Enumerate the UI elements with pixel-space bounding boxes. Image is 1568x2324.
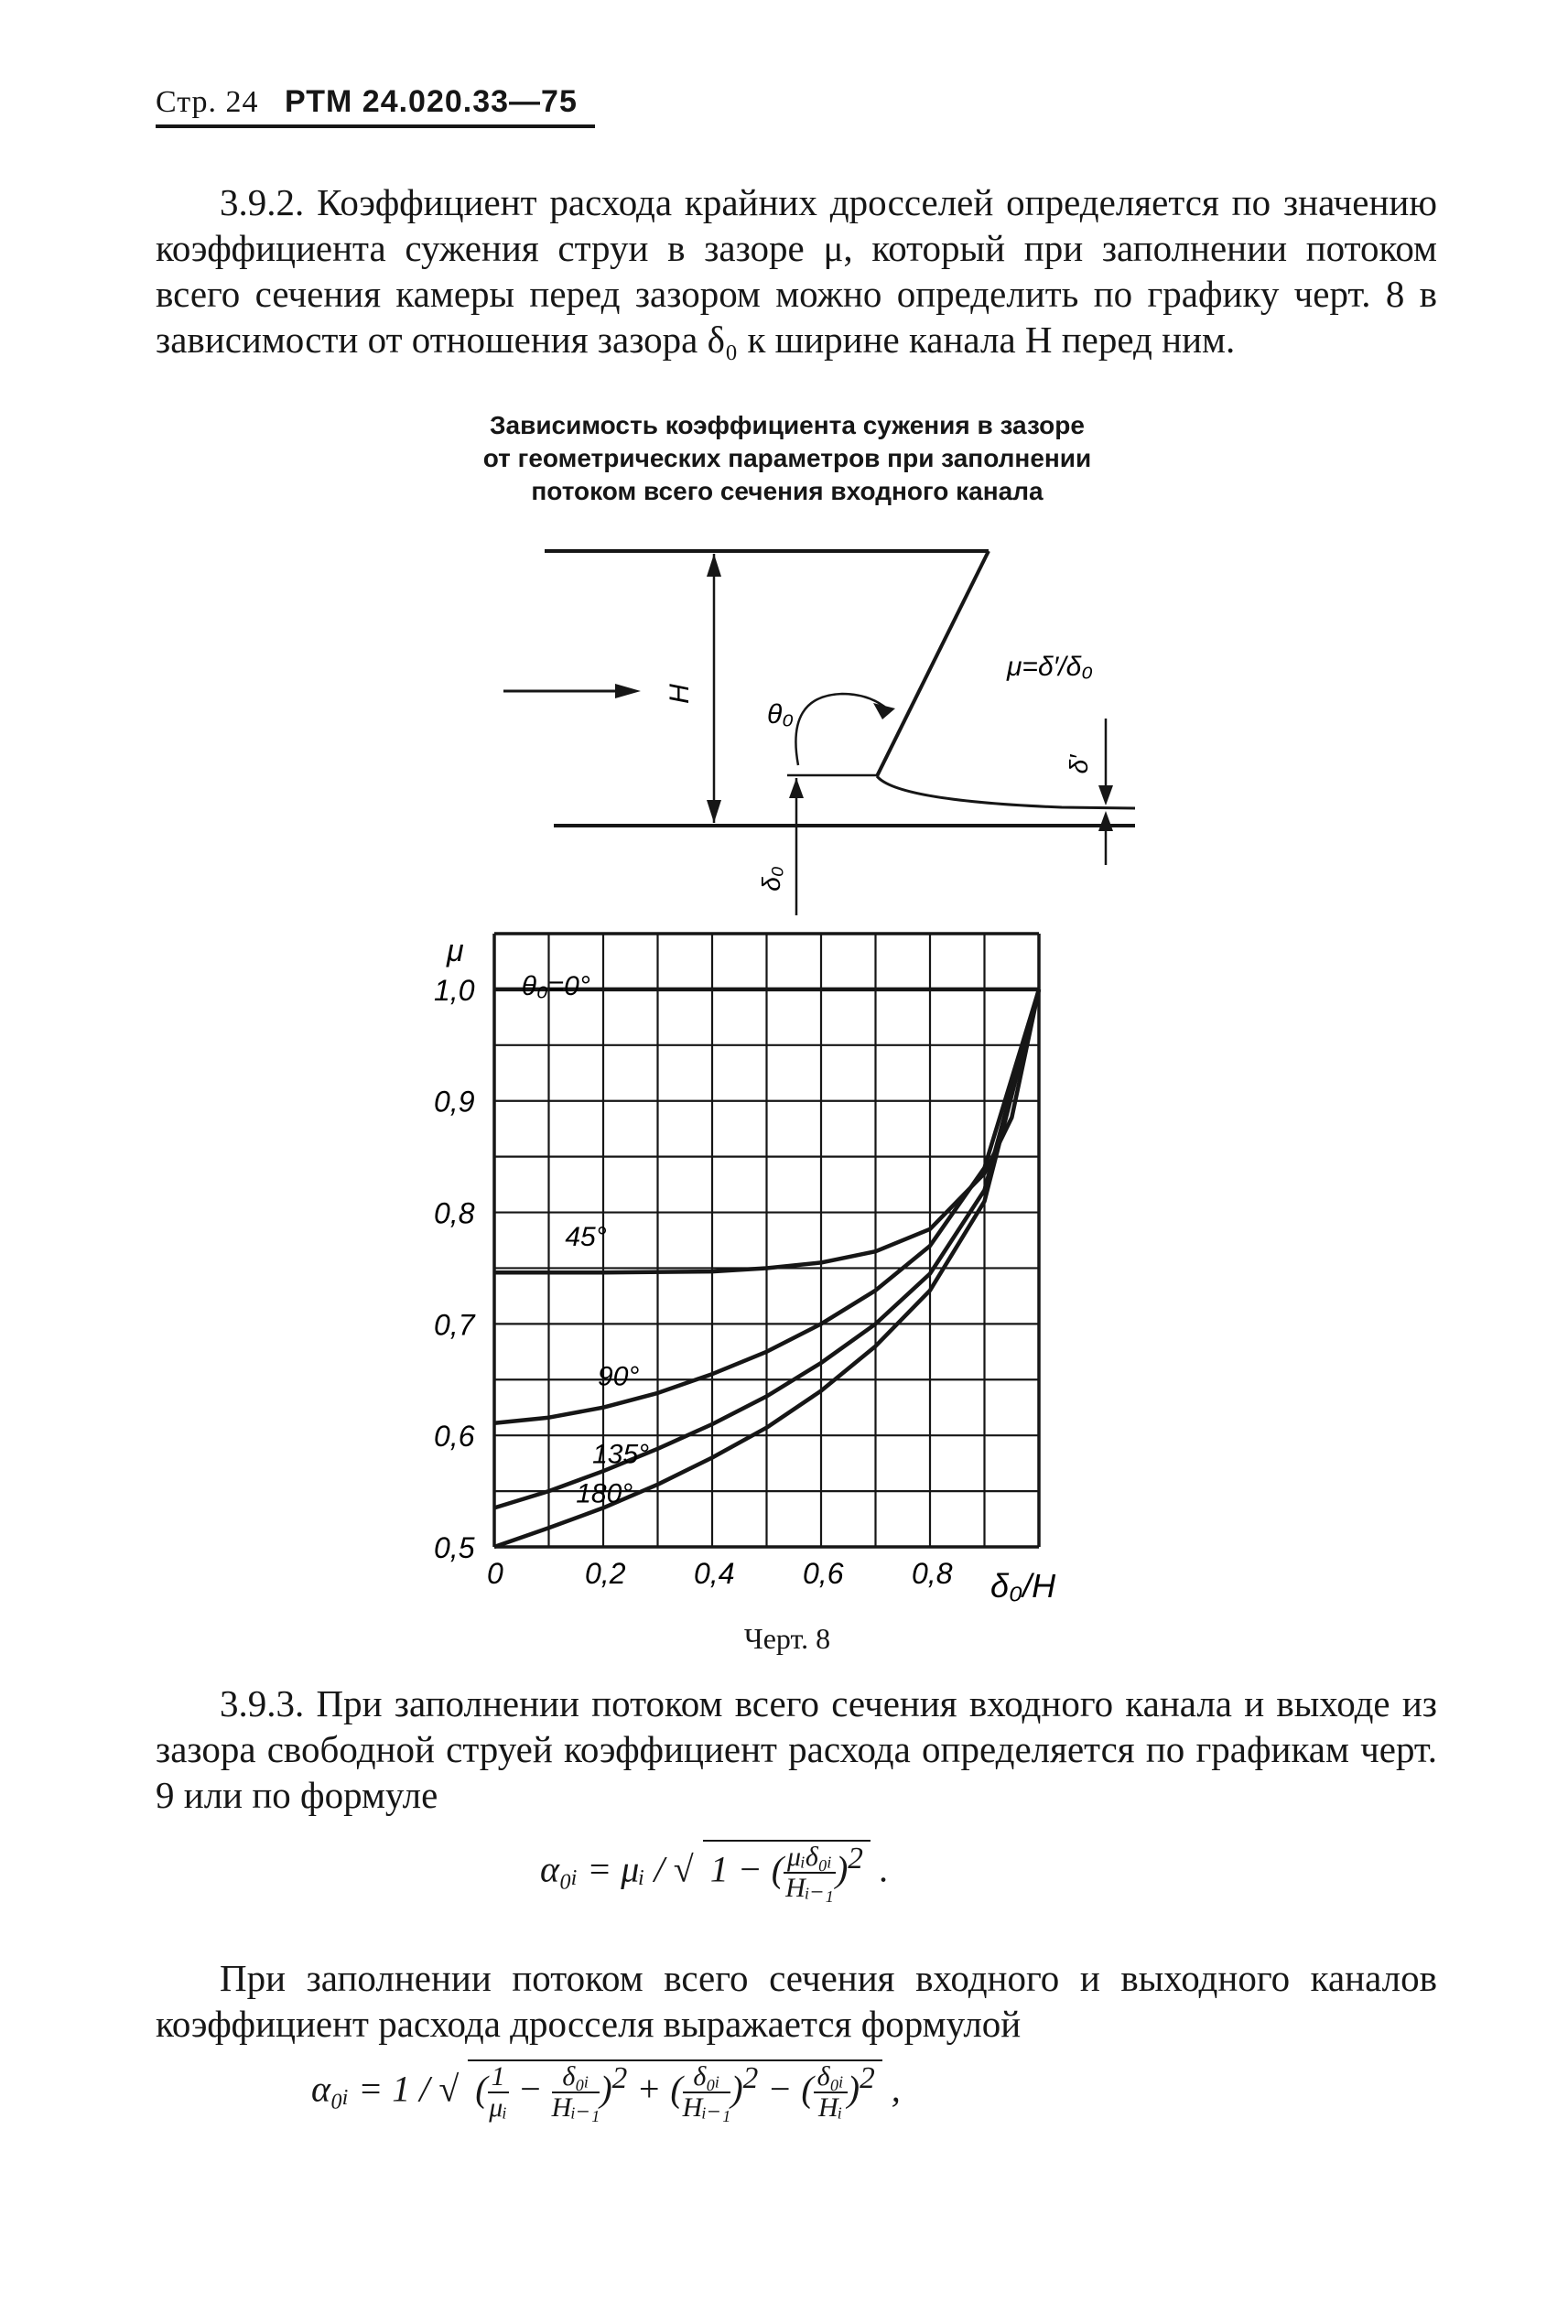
formula-1-one-minus: 1 −: [709, 1848, 762, 1890]
y-tick-label: 0,8: [434, 1196, 475, 1230]
formula-2-lhs: α₀ᵢ = 1 / √: [311, 2068, 460, 2110]
x-tick-label: 0,8: [912, 1557, 953, 1590]
paragraph-3-9-2-text: 3.9.2. Коэффициент расхода крайних дросселей определяется по значению коэффициента сужения струи в зазоре μ, который при заполнении потоком всего сечения камеры перед зазором можно определить по графику черт. 8 в зависимости от отношения зазора δ₀ к ширине канала H перед ним.: [156, 181, 1437, 361]
y-tick-label: 0,6: [434, 1420, 475, 1454]
series-label: 180°: [576, 1478, 633, 1509]
formula-1-square: 2: [848, 1842, 863, 1875]
figure-title-line-1: Зависимость коэффициента сужения в зазоре: [490, 411, 1085, 439]
formula-2-minus: −: [517, 2068, 543, 2110]
dim-arrow-up-icon: [707, 554, 721, 577]
series-label: θ₀=0°: [521, 971, 590, 1001]
delta0-arrow-up-icon: [789, 778, 804, 798]
x-tick-label: 0,2: [585, 1557, 626, 1590]
formula-2-term3: [683, 2062, 731, 2123]
formula-2-minus-2: −: [767, 2068, 793, 2110]
paragraph-full-fill: [156, 1955, 1437, 2047]
figure-caption: Черт. 8: [743, 1622, 831, 1655]
dim-arrow-down-icon: [707, 800, 721, 823]
series-label: 45°: [565, 1222, 607, 1253]
header-rule: [156, 124, 595, 128]
label-delta0: δ₀: [757, 866, 785, 892]
jet-boundary: [877, 776, 1135, 808]
paragraph-3-9-3-text: 3.9.3. При заполнении потоком всего сечения входного канала и выходе из зазора свободной струей коэффициент расхода определяется по графикам черт. 9 или по формуле: [156, 1682, 1437, 1816]
formula-2-plus: +: [636, 2068, 662, 2110]
y-axis-label: μ: [447, 934, 464, 968]
formula-2-sq-3: 2: [860, 2061, 875, 2095]
formula-2-term2: [552, 2062, 600, 2123]
formula-2-t2-den: Hᵢ₋₁: [551, 2092, 600, 2124]
formula-1-num: μᵢδ₀ᵢ: [784, 1843, 836, 1874]
formula-2-t3-num: δ₀ᵢ: [683, 2062, 731, 2093]
throttle-schematic: [494, 540, 1153, 924]
inclined-wall: [877, 551, 989, 776]
formula-2-sq-1: 2: [611, 2061, 628, 2095]
formula-2-end: ,: [891, 2068, 901, 2110]
formula-1-lhs: α₀ᵢ = μᵢ / √: [540, 1848, 694, 1890]
formula-1-den: Hᵢ₋₁: [785, 1873, 834, 1904]
figure-title: [348, 409, 1227, 508]
formula-2-term4: [814, 2062, 848, 2123]
label-delta-prime: δ′: [1065, 754, 1093, 774]
x-axis-label: δ₀/H: [990, 1567, 1056, 1605]
paragraph-3-9-3: [156, 1681, 1437, 1818]
y-tick-label: 1,0: [434, 973, 475, 1007]
formula-2: α₀ᵢ = 1 / √ ( $\frac{1}{\text{μᵢ}}$ − $\frac{\text{δ₀ᵢ}}{\text{Hᵢ₋₁}}$ )$^2$ + ( $\frac{\text{δ₀ᵢ}}{\text{Hᵢ₋₁}}$ )$^2$ − ( $\frac{\text{δ₀ᵢ}}{\text{Hᵢ}}$ )$^2$ ,: [311, 2061, 901, 2124]
figure-title-line-3: потоком всего сечения входного канала: [531, 477, 1044, 505]
formula-1-end: .: [879, 1848, 889, 1890]
formula-1-fraction: [784, 1843, 836, 1903]
x-tick-label: 0,6: [803, 1557, 844, 1590]
series-label: 135°: [592, 1439, 650, 1470]
delta-prime-arrow-up-icon: [1098, 811, 1113, 831]
y-tick-label: 0,9: [434, 1085, 475, 1119]
paragraph-full-fill-text: При заполнении потоком всего сечения входного и выходного каналов коэффициент расхода дросселя выражается формулой: [156, 1957, 1437, 2045]
label-h: H: [665, 684, 695, 704]
angle-arc: [795, 694, 888, 765]
formula-2-sq-2: 2: [742, 2061, 759, 2095]
flow-arrow-icon: [615, 684, 641, 698]
paragraph-3-9-2: [156, 179, 1437, 362]
document-code: РТМ 24.020.33—75: [285, 84, 578, 119]
formula-2-t2-num: δ₀ᵢ: [552, 2062, 600, 2093]
formula-2-t1-num: 1: [488, 2062, 509, 2093]
delta-prime-arrow-down-icon: [1098, 785, 1113, 805]
y-tick-label: 0,7: [434, 1308, 475, 1342]
page-number: Стр. 24: [156, 85, 259, 119]
label-theta0: θ₀: [767, 699, 794, 730]
y-tick-label: 0,5: [434, 1531, 475, 1564]
series-label: 90°: [598, 1361, 640, 1392]
formula-2-t3-den: Hᵢ₋₁: [682, 2092, 731, 2124]
formula-2-t4-den: Hᵢ: [818, 2092, 843, 2124]
mu-chart: [430, 915, 1089, 1611]
x-tick-label: 0,4: [694, 1557, 735, 1590]
formula-2-term1: [488, 2062, 509, 2123]
figure-title-line-2: от геометрических параметров при заполнении: [482, 444, 1092, 472]
label-mu-formula: μ=δ′/δ₀: [1007, 652, 1093, 682]
page-header: [156, 84, 578, 120]
formula-2-t1-den: μᵢ: [489, 2092, 508, 2124]
x-tick-label: 0: [487, 1557, 503, 1590]
formula-2-t4-num: δ₀ᵢ: [814, 2062, 848, 2093]
formula-1: α₀ᵢ = μᵢ / √ 1 − ( $\frac{\text{μᵢδ₀ᵢ}}{\text{Hᵢ₋₁}}$ )$^2$ .: [540, 1842, 889, 1904]
